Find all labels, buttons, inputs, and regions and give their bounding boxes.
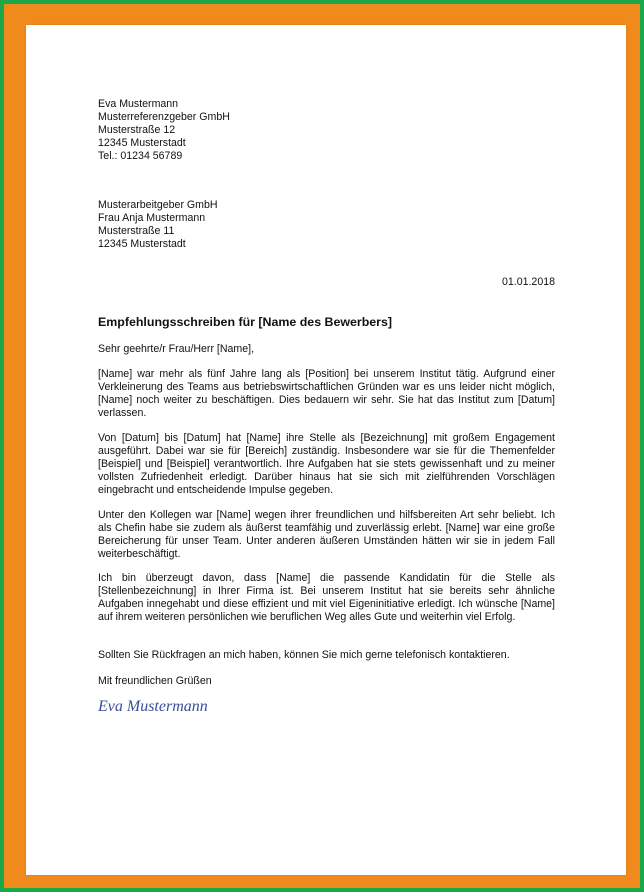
body-paragraph: Sollten Sie Rückfragen an mich haben, können Sie mich gerne telefonisch kontaktieren. (98, 649, 510, 661)
sender-company: Musterreferenzgeber GmbH (98, 110, 230, 123)
recipient-company: Musterarbeitgeber GmbH (98, 199, 218, 211)
recipient-city: 12345 Musterstadt (98, 237, 186, 250)
sender-city: 12345 Musterstadt (98, 136, 186, 149)
signature: Eva Mustermann (98, 698, 208, 715)
body-paragraph: Ich bin überzeugt davon, dass [Name] die passende Kandidatin für die Stelle als [Stellenbezeichnung] in Ihrer Firma ist. Bei unserem Institut hat sie bereits sehr ähnliche Aufgaben innegehabt und diese effizient und mit viel Eigeninitiative erledigt. Ich wünsche [Name] auf ihrem weiteren persönlichen wie beruflichen Weg alles Gute und weiterhin viel Erfolg. (98, 572, 555, 623)
letter-date: 01.01.2018 (501, 276, 555, 288)
closing-line: Mit freundlichen Grüßen (98, 675, 212, 687)
sender-street: Musterstraße 12 (98, 123, 176, 136)
recipient-street: Musterstraße 11 (98, 224, 175, 237)
body-paragraph: Unter den Kollegen war [Name] wegen ihrer freundlichen und hilfsbereiten Art sehr beliebt. Ich als Chefin habe sie zudem als äußerst teamfähig und zuverlässig erlebt. [Name] war eine große Bereicherung für unser Team. Unter anderen äußeren Umständen hätten wir sie in jedem Fall weiterbeschäftigt. (98, 509, 555, 560)
salutation: Sehr geehrte/r Frau/Herr [Name], (98, 343, 255, 355)
letter-page (26, 25, 626, 875)
sender-name: Eva Mustermann (98, 98, 179, 110)
letter-subject: Empfehlungsschreiben für [Name des Bewerbers] (98, 315, 393, 329)
recipient-contact: Frau Anja Mustermann (98, 211, 206, 224)
recipient-address (98, 199, 218, 251)
sender-phone: Tel.: 01234 56789 (98, 149, 183, 162)
sender-address (98, 98, 230, 163)
body-paragraph: Von [Datum] bis [Datum] hat [Name] ihre Stelle als [Bezeichnung] mit großem Engagement ausgeführt. Dabei war sie für [Bereich] zuständig. Insbesondere war sie für die Themenfelder [Beispiel] und [Beispiel] verantwortlich. Ihre Aufgaben hat sie stets gewissenhaft und zu meiner vollsten Zufriedenheit erledigt. Darüber hinaus hat sie sich mit zielführenden Vorschlägen eingebracht und entscheidende Impulse gegeben. (98, 432, 555, 496)
body-paragraph: [Name] war mehr als fünf Jahre lang als [Position] bei unserem Institut tätig. Aufgrund einer Verkleinerung des Teams aus betriebswirtschaftlichen Gründen war es uns leider nicht möglich, [Name] noch weiter zu beschäftigen. Dies bedauern wir sehr. Sie hat das Institut zum [Datum] verlassen. (98, 368, 555, 419)
